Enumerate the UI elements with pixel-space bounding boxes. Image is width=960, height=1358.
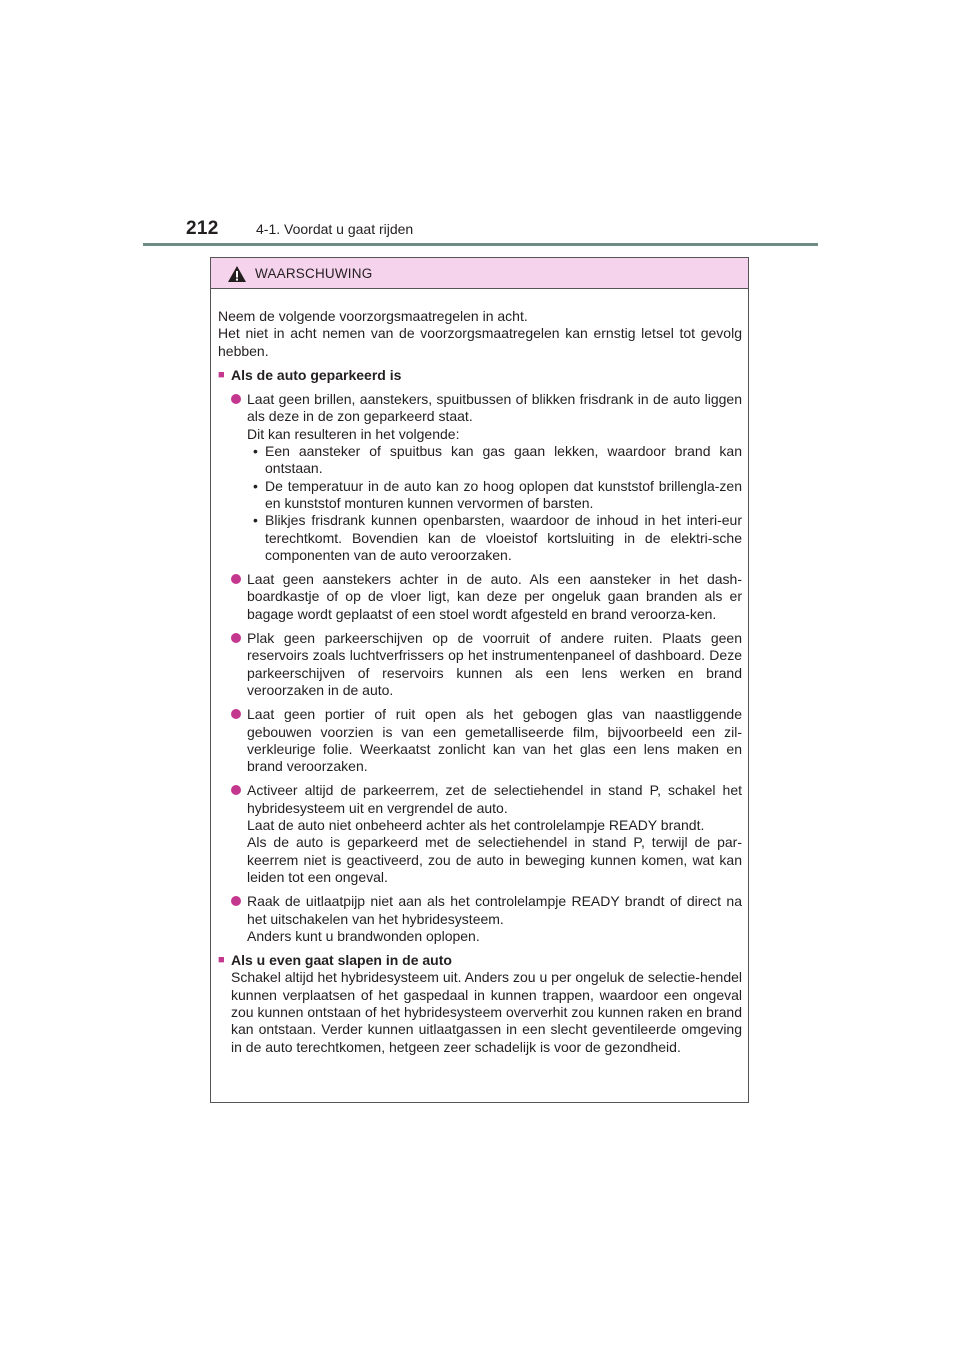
bullet-item (218, 782, 742, 886)
intro-line: Neem de volgende voorzorgsmaatregelen in acht. (218, 308, 528, 324)
bullet-dot-icon (231, 630, 244, 699)
page-number: 212 (186, 218, 219, 239)
warning-content (211, 289, 748, 1056)
bullet-text: Plak geen parkeerschijven op de voorruit of andere ruiten. Plaats geen reservoirs zoals luchtverfrissers op het instrumentenpaneel of dashboard. Deze parkeerschijven of reservoirs kunnen als een lens werken en brand veroorzaken in de auto. (247, 630, 742, 698)
bullet-dot-icon (231, 782, 244, 886)
bullet-text: Laat geen brillen, aanstekers, spuitbussen of blikken frisdrank in de auto liggen als deze in de zon geparkeerd staat. (247, 391, 742, 425)
sub-bullet-icon: • (253, 443, 258, 460)
warning-triangle-icon (227, 265, 247, 283)
sub-item (247, 512, 742, 564)
sub-item-text: De temperatuur in de auto kan zo hoog oplopen dat kunststof brillengla-zen en kunststof monturen kunnen vervormen of barsten. (265, 477, 742, 511)
warning-header (211, 258, 748, 289)
bullet-item (218, 893, 742, 945)
bullet-text: Laat geen aanstekers achter in de auto. Als een aansteker in het dash-boardkastje of op de vloer ligt, kan deze per ongeluk gaan branden als er bagage wordt geplaatst of een stoel wordt afgesteld en brand veroorza-ken. (247, 571, 742, 622)
bullet-item (218, 630, 742, 699)
sub-item (247, 443, 742, 478)
warning-box (210, 257, 749, 1103)
square-bullet-icon: ■ (218, 954, 225, 967)
bullet-text: Laat geen portier of ruit open als het gebogen glas van naastliggende gebouwen voorzien is van een gemetalliseerde film, bijvoorbeeld een zil-verkleurige folie. Weerkaatst zonlicht kan van het glas een lens maken en brand veroorzaken. (247, 706, 742, 775)
header-rule (143, 243, 818, 246)
bullet-text: Anders kunt u brandwonden oplopen. (247, 927, 480, 944)
sub-bullet-icon: • (253, 512, 258, 529)
bullet-dot-icon (231, 571, 244, 623)
section-heading (218, 367, 742, 384)
bullet-item (218, 391, 742, 564)
bullet-item (218, 571, 742, 623)
intro-line: Het niet in acht nemen van de voorzorgsmaatregelen kan ernstig letsel tot gevolg hebben. (218, 325, 742, 359)
bullet-item (218, 706, 742, 775)
bullet-text: Dit kan resulteren in het volgende: (247, 425, 460, 442)
sub-item-text: Blikjes frisdrank kunnen openbarsten, waardoor de inhoud in het interi-eur terechtkomt. Bovendien kan de vloeistof kortsluiting in de elektri-sche componenten van de auto veroorzaken. (265, 512, 742, 563)
bullet-text: Laat de auto niet onbeheerd achter als het controlelampje READY brandt. (247, 817, 705, 834)
bullet-dot-icon (231, 706, 244, 775)
section-heading-text: Als u even gaat slapen in de auto (231, 952, 452, 969)
section-heading-text: Als de auto geparkeerd is (231, 366, 402, 383)
bullet-text: Raak de uitlaatpijp niet aan als het controlelampje READY brandt of direct na het uitschakelen van het hybridesysteem. (247, 893, 742, 927)
section-heading (218, 952, 742, 969)
sub-item (247, 478, 742, 513)
bullet-text: Als de auto is geparkeerd met de selectiehendel in stand P, terwijl de par-keerrem niet is geactiveerd, zou de auto in beweging kunnen komen, wat kan leiden tot een ongeval. (247, 834, 742, 885)
sub-bullet-icon: • (253, 477, 258, 494)
bullet-text: Activeer altijd de parkeerrem, zet de selectiehendel in stand P, schakel het hybridesysteem uit en vergrendel de auto. (247, 782, 742, 816)
section-body: Schakel altijd het hybridesysteem uit. Anders zou u per ongeluk de selectie-hendel kunnen verplaatsen of het gaspedaal in kunnen trappen, waardoor een ongeval zou kunnen ontstaan of het hybridesysteem oververhit zou kunnen raken en brand kan ontstaan. Verder kunnen uitlaatgassen in een slecht geventileerde omgeving in de auto terechtkomen, hetgeen zeer schadelijk is voor de gezondheid. (231, 969, 742, 1055)
sub-item-text: Een aansteker of spuitbus kan gas gaan lekken, waardoor brand kan ontstaan. (265, 443, 742, 477)
warning-title: WAARSCHUWING (255, 266, 373, 281)
bullet-dot-icon (231, 893, 244, 945)
bullet-dot-icon (231, 391, 244, 564)
section-title: 4-1. Voordat u gaat rijden (256, 221, 414, 237)
square-bullet-icon: ■ (218, 368, 225, 381)
